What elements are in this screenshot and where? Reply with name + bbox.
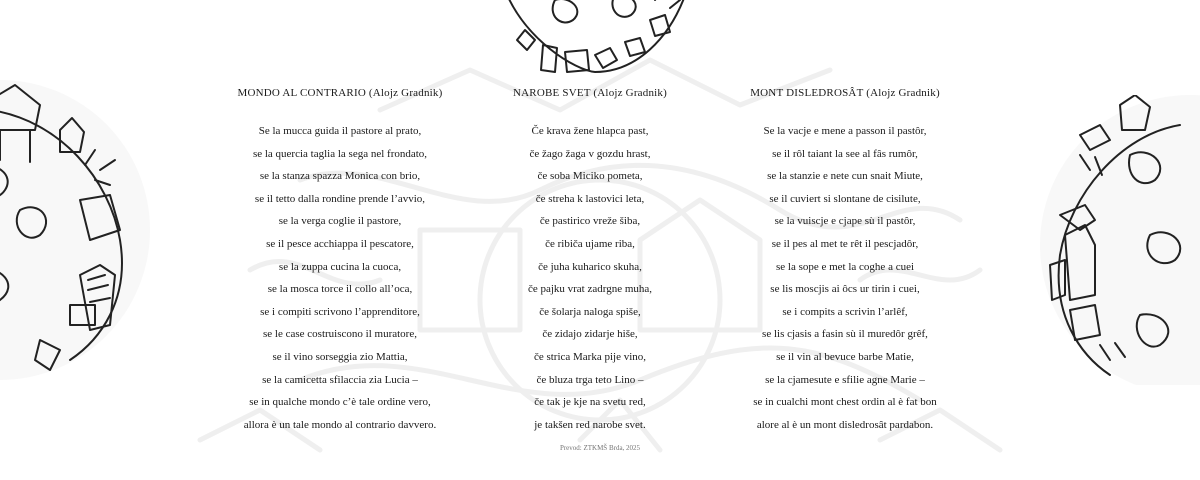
globe-doodle-icon <box>0 70 160 380</box>
poem-line: se il tetto dalla rondine prende l’avvio, <box>254 192 426 205</box>
poem-line: če soba Miciko pometa, <box>537 170 643 183</box>
poem-title: NAROBE SVET (Alojz Gradnik) <box>513 87 667 99</box>
poem-line: se la camicetta sfilaccia zia Lucia – <box>262 373 418 386</box>
poem-lines <box>460 120 720 436</box>
poem-line: če juha kuharico skuha, <box>538 260 642 273</box>
poem-line: se la quercia taglia la sega nel frondato, <box>252 147 428 160</box>
poem-column-italian <box>210 86 470 436</box>
poem-line: če šolarja naloga spiše, <box>539 305 641 318</box>
poem-line: se in qualche mondo c’è tale ordine vero, <box>249 396 431 409</box>
poem-line: če ribiča ujame riba, <box>545 237 635 250</box>
poem-line: se il vino sorseggia zio Mattia, <box>272 350 408 363</box>
poem-line: se il cuviert si slontane de cisilute, <box>769 192 921 205</box>
poem-line: če tak je kje na svetu red, <box>534 396 646 409</box>
poem-line: je takšen red narobe svet. <box>534 418 646 431</box>
poem-title: MONT DISLEDROSÂT (Alojz Gradnik) <box>750 87 940 99</box>
poem-line: če žago žaga v gozdu hrast, <box>529 147 651 160</box>
poem-lines <box>715 120 975 436</box>
poem-line: se la stanzie e nete cun snait Miute, <box>767 170 923 183</box>
poem-line: če pastirico vreže šiba, <box>539 215 641 228</box>
poem-title: MONDO AL CONTRARIO (Alojz Gradnik) <box>237 87 443 99</box>
poem-line: allora è un tale mondo al contrario davvero. <box>243 418 437 431</box>
poem-line: če strica Marka pije vino, <box>533 350 647 363</box>
poem-line: se le case costruiscono il muratore, <box>263 328 417 341</box>
poem-line: se il pes al met te rêt il pescjadôr, <box>771 237 919 250</box>
poem-line: se il rôl taiant la see al fâs rumôr, <box>772 147 918 160</box>
poem-line: se la verga coglie il pastore, <box>278 215 402 228</box>
poem-line: se i compits a scrivin l’arlêf, <box>782 305 908 318</box>
poem-lines <box>210 120 470 436</box>
globe-doodle-icon <box>1040 95 1200 385</box>
poem-column-friulian <box>715 86 975 436</box>
poem-line: Se la mucca guida il pastore al prato, <box>258 125 422 137</box>
globe-doodle-icon <box>495 0 695 80</box>
poem-line: če pajku vrat zadrgne muha, <box>527 283 653 296</box>
poem-line: alore al è un mont disledrosât pardabon. <box>756 418 934 431</box>
poem-column-slovenian <box>460 86 720 436</box>
poem-line: se la mosca torce il collo all’oca, <box>267 283 413 296</box>
poem-line: se la stanza spazza Monica con brio, <box>259 170 421 183</box>
poem-line: Se la vacje e mene a passon il pastôr, <box>763 125 927 137</box>
poem-line: če zidajo zidarje hiše, <box>542 328 638 341</box>
poem-line: se il pesce acchiappa il pescatore, <box>266 237 414 250</box>
poem-line: se il vin al bevuce barbe Matie, <box>776 350 914 363</box>
poem-line: če streha k lastovici leta, <box>535 192 645 205</box>
translation-credit: Prevod: ZTKMŠ Brda, 2025 <box>559 444 641 452</box>
poem-line: če bluza trga teto Lino – <box>536 373 644 386</box>
poem-line: se la sope e met la coghe a cuei <box>775 260 915 273</box>
poem-line: se lis moscjis ai ôcs ur tirin i cuei, <box>770 283 920 296</box>
poem-line: se i compiti scrivono l’apprenditore, <box>260 305 420 318</box>
poem-line: se la vuiscje e cjape sù il pastôr, <box>774 215 916 228</box>
poem-line: se la cjamesute e sfilie agne Marie – <box>765 373 925 386</box>
poem-line: se lis cjasis a fasin sù il muredôr grêf, <box>762 328 928 341</box>
poem-line: se in cualchi mont chest ordin al è fat bon <box>753 396 937 409</box>
poem-line: Če krava žene hlapca past, <box>531 125 649 137</box>
poem-line: se la zuppa cucina la cuoca, <box>278 260 402 273</box>
